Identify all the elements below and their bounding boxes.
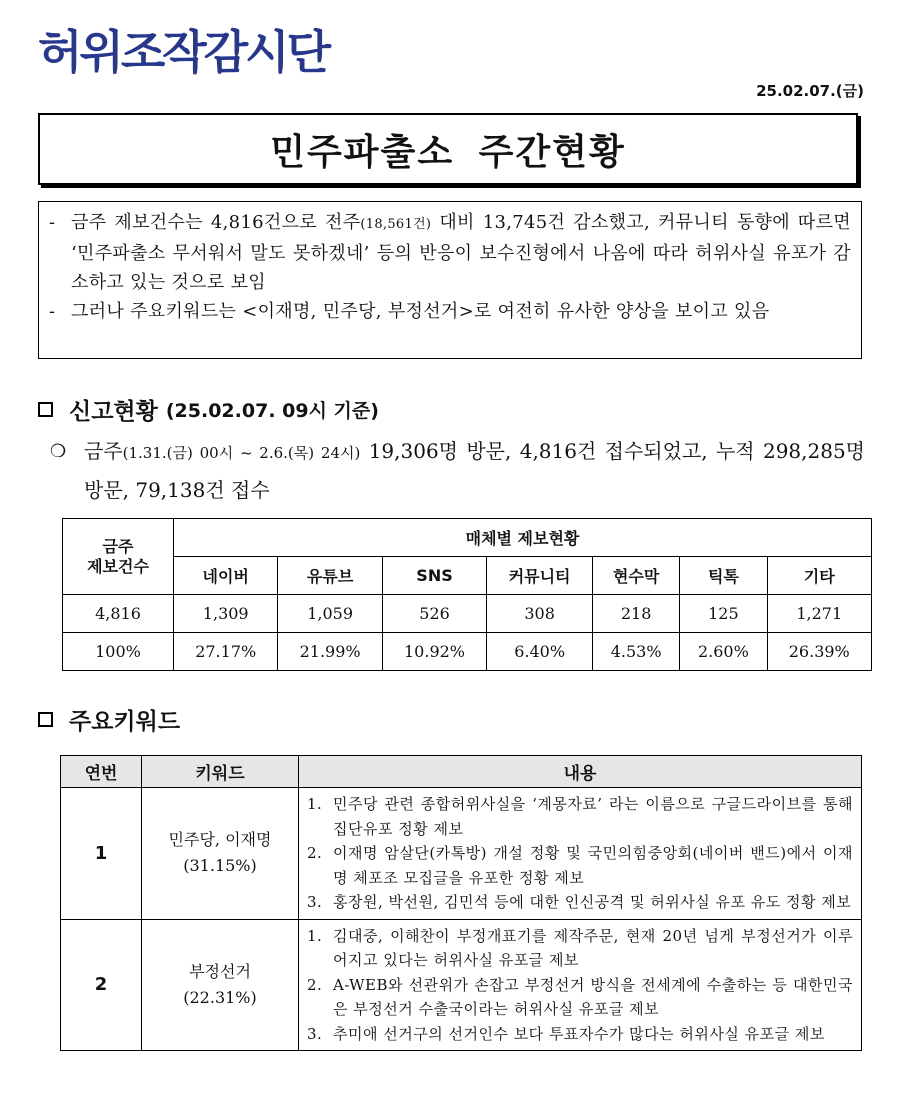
bullet-dash: - bbox=[49, 212, 56, 233]
square-bullet-icon bbox=[38, 402, 53, 417]
report-heading-sub: (25.02.07. 09시 기준) bbox=[165, 400, 379, 422]
item-text: A-WEB와 선관위가 손잡고 부정선거 방식을 전세계에 수출하는 등 대한민국은 부정선거 수출국이라는 허위사실 유포글 제보 bbox=[333, 975, 853, 1018]
count-total: 4,816 bbox=[63, 595, 174, 633]
summary-box bbox=[38, 201, 862, 359]
col-header-naver: 네이버 bbox=[174, 557, 278, 595]
total-header-line2: 제보건수 bbox=[87, 556, 149, 576]
percent-cell: 26.39% bbox=[767, 633, 871, 671]
item-number: 1. bbox=[307, 926, 323, 945]
keyword-row-2 bbox=[61, 919, 862, 1051]
col-header-sns: SNS bbox=[382, 557, 486, 595]
summary-bullet-1 bbox=[49, 208, 851, 297]
percent-cell: 21.99% bbox=[278, 633, 382, 671]
summary-bullet-2 bbox=[49, 297, 851, 326]
percents-row bbox=[63, 633, 872, 671]
item-number: 2. bbox=[307, 844, 323, 862]
summary-text-1-a: 금주 제보건수는 4,816건으로 전주 bbox=[71, 212, 361, 233]
content-item bbox=[307, 890, 853, 915]
report-line-b: 19,306명 방문, 4,816건 접수되었고, 누적 298,285명 방문, 79,138건 접수 bbox=[84, 439, 866, 502]
content-item bbox=[307, 973, 853, 1022]
col-header-keyword: 키워드 bbox=[142, 756, 299, 788]
item-text: 추미애 선거구의 선거인수 보다 투표자수가 많다는 허위사실 유포글 제보 bbox=[333, 1024, 825, 1043]
report-line-small: (1.31.(금) 00시 ~ 2.6.(목) 24시) bbox=[122, 444, 361, 462]
percent-total: 100% bbox=[63, 633, 174, 671]
percent-cell: 2.60% bbox=[680, 633, 767, 671]
media-header: 매체별 제보현황 bbox=[174, 519, 872, 557]
total-count-header bbox=[63, 519, 174, 595]
organization-logo: 허위조작감시단 bbox=[38, 25, 329, 79]
col-header-banner: 현수막 bbox=[593, 557, 680, 595]
row-content bbox=[299, 919, 862, 1051]
item-text: 이재명 암살단(카톡방) 개설 정황 및 국민의힘중앙회(네이버 밴드)에서 이재명 체포조 모집글을 유포한 정황 제보 bbox=[333, 844, 853, 887]
content-item bbox=[307, 924, 853, 973]
summary-text-1-small: (18,561건) bbox=[360, 217, 432, 232]
col-header-youtube: 유튜브 bbox=[278, 557, 382, 595]
col-header-content: 내용 bbox=[299, 756, 862, 788]
item-text: 홍장원, 박선원, 김민석 등에 대한 인신공격 및 허위사실 유포 유도 정황 제보 bbox=[333, 893, 852, 911]
keyword-heading-text: 주요키워드 bbox=[69, 709, 181, 735]
bullet-dash: - bbox=[49, 301, 56, 322]
total-header-line1: 금주 bbox=[102, 536, 134, 556]
item-text: 김대중, 이해찬이 부정개표기를 제작주문, 현재 20년 넘게 부정선거가 이루어지고 있다는 허위사실 유포글 제보 bbox=[333, 926, 853, 969]
item-number: 3. bbox=[307, 893, 323, 911]
col-header-num: 연번 bbox=[61, 756, 142, 788]
square-bullet-icon bbox=[38, 712, 53, 727]
content-item bbox=[307, 1022, 853, 1047]
item-number: 2. bbox=[307, 975, 323, 994]
report-date: 25.02.07.(금) bbox=[756, 82, 864, 100]
count-cell: 218 bbox=[593, 595, 680, 633]
percent-cell: 10.92% bbox=[382, 633, 486, 671]
summary-text-1-b: 대비 13,745건 감소했고, 커뮤니티 동향에 따르면 ‘민주파출소 무서워서 말도 못하겠네’ 등의 반응이 보수진형에서 나옴에 따라 허위사실 유포가 감소하고 있는 것으로 보임 bbox=[71, 212, 851, 293]
keyword-name: 민주당, 이재명 bbox=[168, 830, 272, 850]
keyword-name: 부정선거 bbox=[189, 961, 251, 981]
col-header-tiktok: 틱톡 bbox=[680, 557, 767, 595]
percent-cell: 6.40% bbox=[487, 633, 593, 671]
keyword-table bbox=[60, 755, 862, 1051]
count-cell: 125 bbox=[680, 595, 767, 633]
media-stats-table bbox=[62, 518, 872, 671]
item-number: 3. bbox=[307, 1024, 323, 1043]
row-number: 1 bbox=[61, 788, 142, 920]
document-title: 민주파출소 주간현황 bbox=[270, 131, 626, 173]
row-keyword bbox=[142, 919, 299, 1051]
count-cell: 1,271 bbox=[767, 595, 871, 633]
percent-cell: 4.53% bbox=[593, 633, 680, 671]
report-summary-text bbox=[84, 433, 865, 509]
item-number: 1. bbox=[307, 795, 323, 813]
col-header-community: 커뮤니티 bbox=[487, 557, 593, 595]
row-keyword bbox=[142, 788, 299, 920]
percent-cell: 27.17% bbox=[174, 633, 278, 671]
row-number: 2 bbox=[61, 919, 142, 1051]
summary-text-2: 그러나 주요키워드는 <이재명, 민주당, 부정선거>로 여전히 유사한 양상을 보이고 있음 bbox=[71, 301, 770, 322]
circle-bullet-icon: ❍ bbox=[50, 441, 67, 462]
item-text: 민주당 관련 종합허위사실을 ‘계몽자료’ 라는 이름으로 구글드라이브를 통해 집단유포 정황 제보 bbox=[333, 795, 853, 838]
count-cell: 308 bbox=[487, 595, 593, 633]
report-summary-line bbox=[50, 433, 865, 509]
keyword-percent: (31.15%) bbox=[183, 856, 257, 876]
col-header-etc: 기타 bbox=[767, 557, 871, 595]
report-section-heading bbox=[38, 393, 379, 426]
content-item bbox=[307, 792, 853, 841]
content-item bbox=[307, 841, 853, 890]
counts-row bbox=[63, 595, 872, 633]
row-content bbox=[299, 788, 862, 920]
keyword-percent: (22.31%) bbox=[183, 987, 257, 1007]
report-heading-text: 신고현황 bbox=[69, 399, 158, 425]
count-cell: 1,059 bbox=[278, 595, 382, 633]
document-title-box bbox=[38, 113, 858, 185]
keyword-section-heading bbox=[38, 703, 180, 736]
keyword-row-1 bbox=[61, 788, 862, 920]
summary-text-1 bbox=[71, 208, 851, 297]
count-cell: 526 bbox=[382, 595, 486, 633]
report-line-a: 금주 bbox=[84, 439, 123, 463]
count-cell: 1,309 bbox=[174, 595, 278, 633]
